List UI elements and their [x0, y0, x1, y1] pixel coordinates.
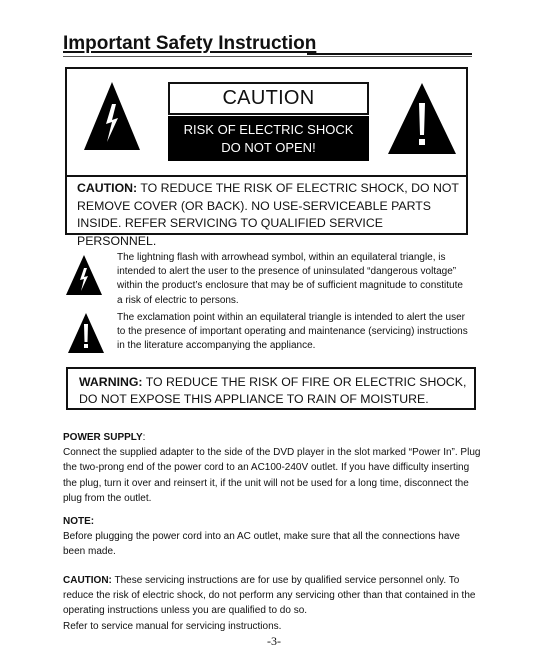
caution-panel-divider: [65, 175, 468, 177]
page-number: -3-: [267, 634, 281, 648]
page-title: Important Safety Instruction: [63, 33, 317, 54]
lightning-symbol-explanation: The lightning flash with arrowhead symbol, within an equilateral triangle, is intended to alert the user to the presence of uninsulated “dangerous voltage” within the product’s enclosure that may be of sufficient magnitude to constitute a risk of electric to persons.: [117, 252, 463, 306]
power-supply-heading: POWER SUPPLY: [63, 432, 143, 443]
exclamation-warning-icon: [386, 81, 458, 156]
power-supply-text: Connect the supplied adapter to the side of the DVD player in the slot marked “Power In”. Plug the two-prong end of the power cord to an AC100-240V outlet. If you have difficulty inserting the plug, turn it over and reinsert it, if the unit will not be used for a long time, disconnect the plug from the outlet.: [63, 447, 481, 504]
service-caution-section: [63, 573, 483, 634]
shock-warning-line1: RISK OF ELECTRIC SHOCK: [183, 121, 354, 137]
caution-label: CAUTION: [168, 82, 369, 115]
note-section: [63, 514, 483, 560]
warning-box: [66, 367, 476, 410]
note-text: Before plugging the power cord into an AC outlet, make sure that all the connections have been made.: [63, 531, 460, 558]
service-caution-text-2: Refer to service manual for servicing instructions.: [63, 620, 282, 632]
shock-warning-line2: DO NOT OPEN!: [221, 139, 316, 155]
lightning-warning-icon: [65, 254, 103, 296]
warning-text: TO REDUCE THE RISK OF FIRE OR ELECTRIC SHOCK, DO NOT EXPOSE THIS APPLIANCE TO RAIN OF MOISTURE.: [79, 375, 467, 406]
caution-notice: [77, 180, 462, 250]
power-supply-colon: :: [142, 432, 146, 443]
title-rule: [307, 53, 472, 55]
power-supply-section: [63, 430, 483, 506]
service-caution-label: CAUTION:: [63, 575, 112, 586]
service-caution-text: These servicing instructions are for use by qualified service personnel only. To reduce the risk of electric shock, do not perform any servicing other than that contained in the operating instructions unless you are qualified to do so.: [63, 575, 476, 617]
exclamation-symbol-explanation: The exclamation point within an equilateral triangle is intended to alert the user to the presence of important operating and maintenance (servicing) instructions in the literature accompanying the appliance.: [117, 312, 468, 352]
shock-warning-banner: [168, 116, 369, 161]
warning-label: WARNING:: [79, 375, 143, 389]
caution-notice-label: CAUTION:: [77, 181, 138, 195]
exclamation-warning-icon: [67, 312, 105, 354]
title-underline: [63, 56, 472, 57]
lightning-warning-icon: [82, 80, 142, 152]
note-heading: NOTE:: [63, 516, 95, 527]
caution-notice-text: TO REDUCE THE RISK OF ELECTRIC SHOCK, DO NOT REMOVE COVER (OR BACK). NO USE-SERVICEABLE PARTS INSIDE. REFER SERVICING TO QUALIFIED SERVICE PERSONNEL.: [77, 181, 459, 248]
